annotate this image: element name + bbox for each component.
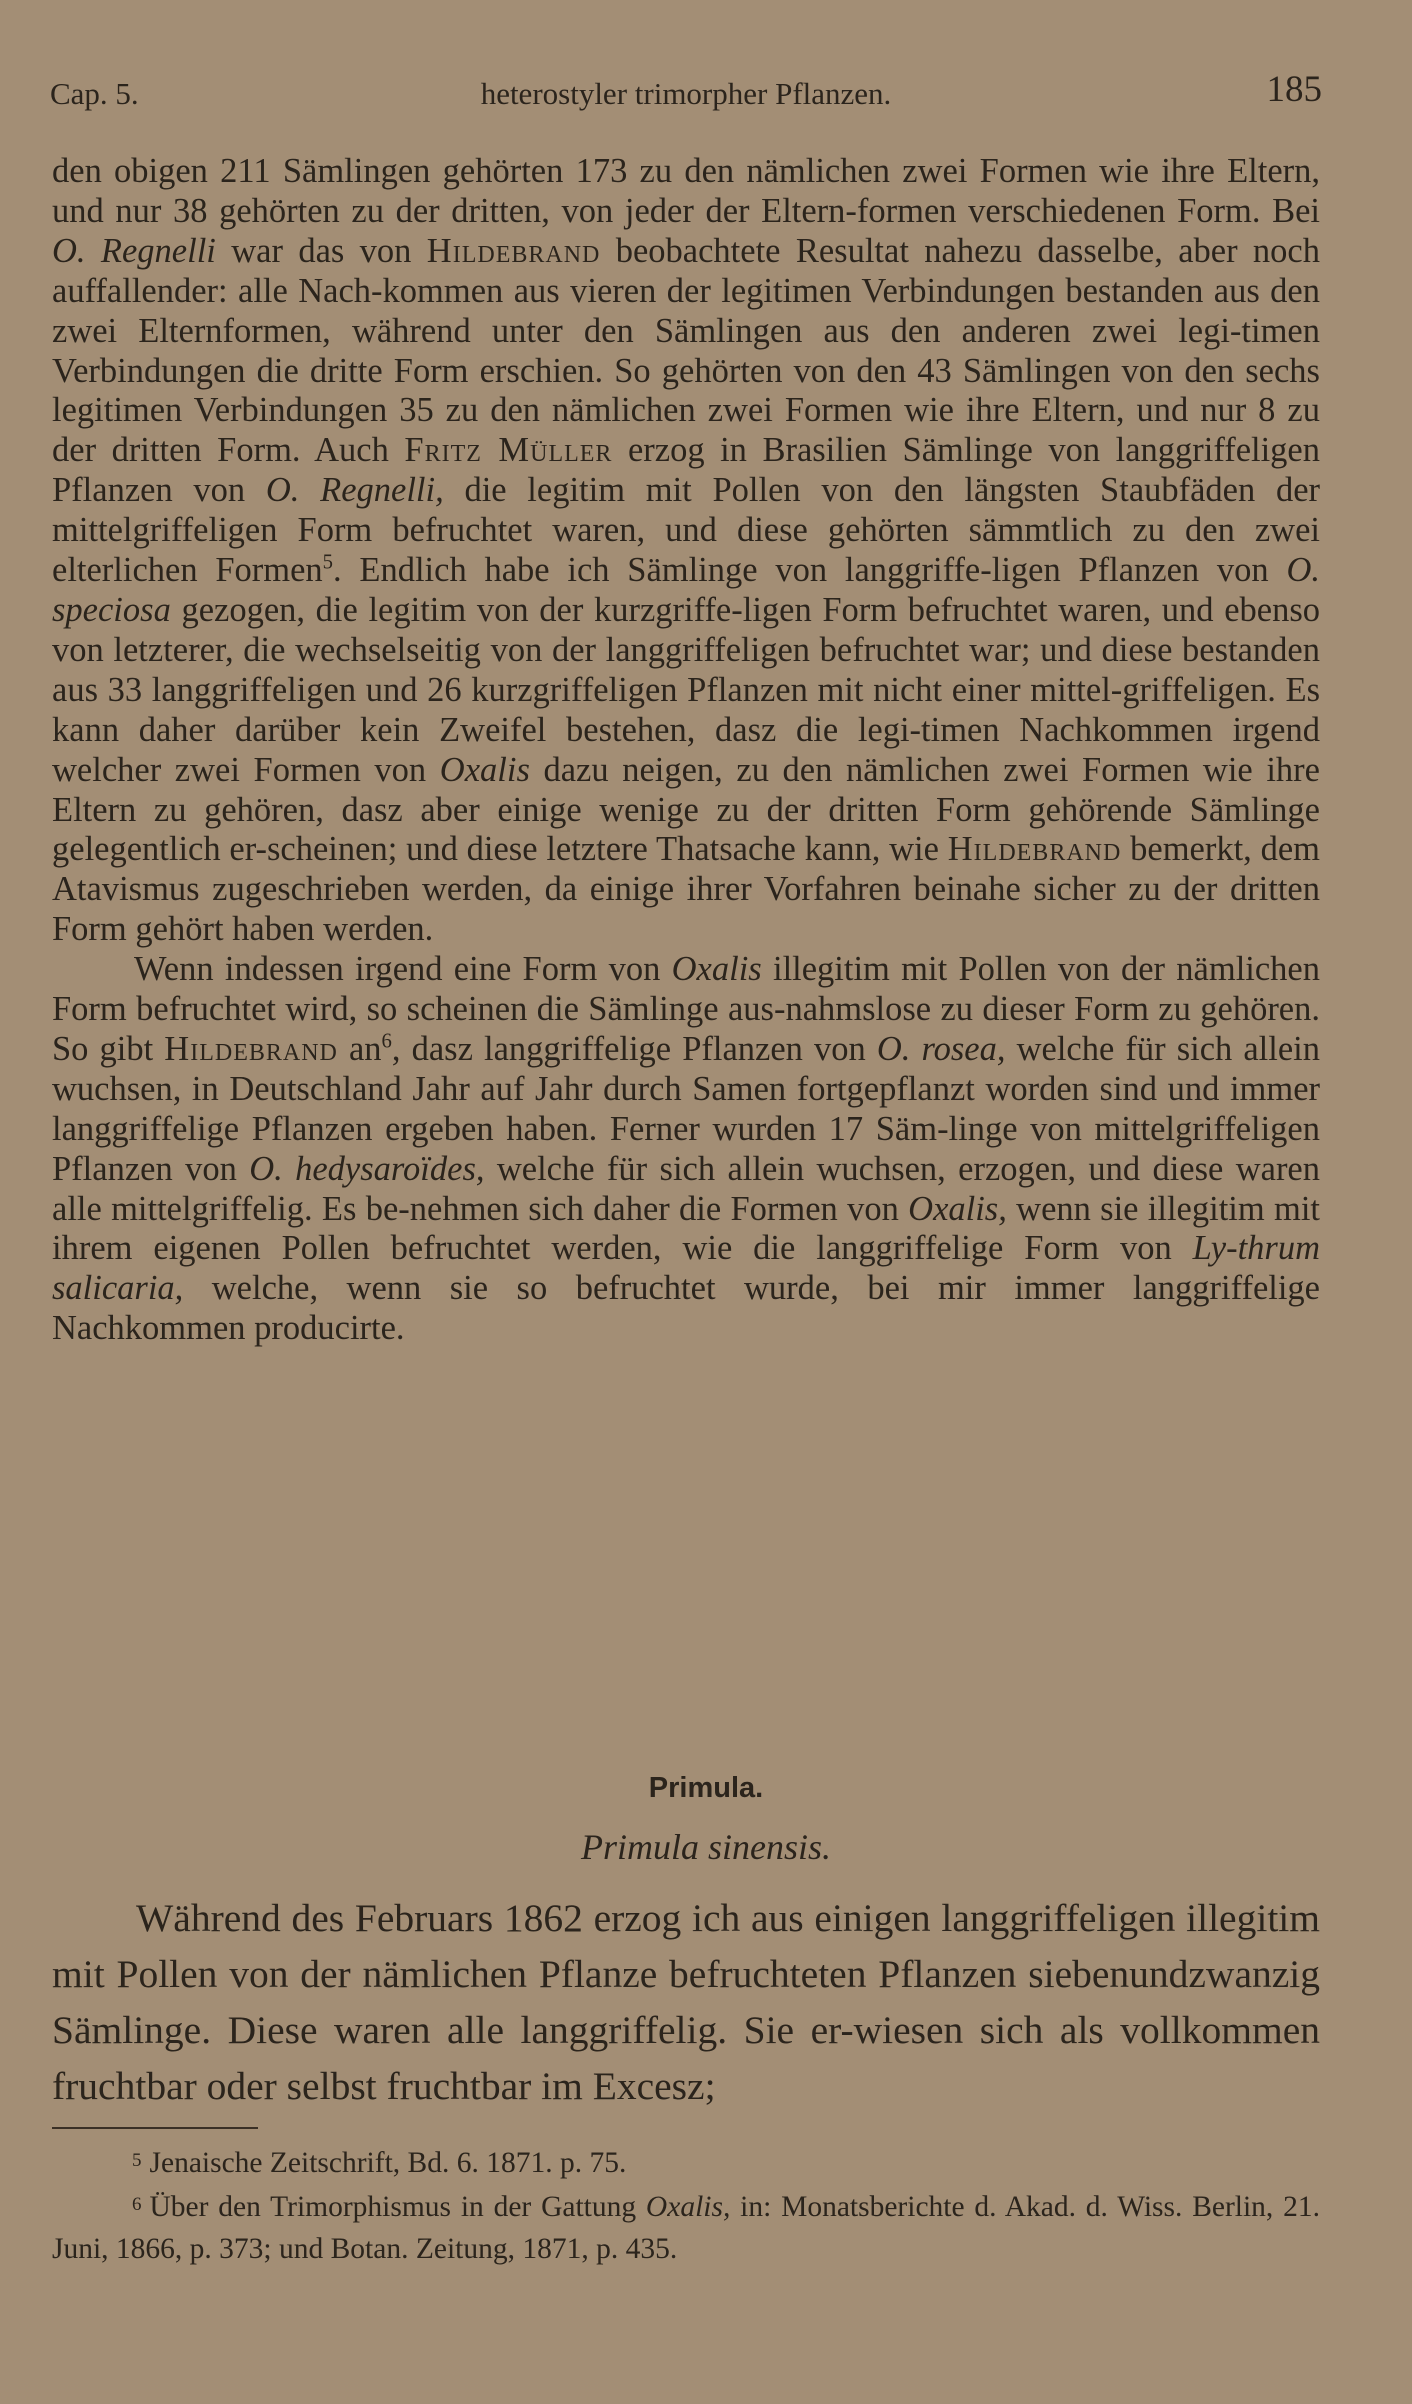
- author-name: Fritz Müller: [404, 431, 613, 470]
- genus-name: Oxalis,: [645, 2191, 731, 2223]
- genus-name: Oxalis,: [908, 1189, 1007, 1228]
- text-run: wenn sie illegitim mit ihrem eigenen Pollen befruchtet werden, wie die langgriffelige Form von: [52, 1189, 1321, 1268]
- text-run: die legitim mit Pollen von den längsten Staubfäden der mittelgriffeligen Form befruchtet waren, und diese gehörten sämmtlich zu den zwei elterlichen Formen: [52, 471, 1321, 590]
- footnote-text: in: Monatsberichte d. Akad. d. Wiss. Berlin, 21. Juni, 1866, p. 373; und Botan. Zeitung, 1871, p. 435.: [52, 2191, 1320, 2265]
- running-title: heterostyler trimorpher Pflanzen.: [480, 76, 892, 111]
- section-title: Primula.: [648, 1772, 764, 1804]
- text-run: . Endlich habe ich Sämlinge von langgriffe-ligen Pflanzen von: [333, 551, 1287, 590]
- footnote-ref: 5: [322, 551, 334, 574]
- footnote-number: 5: [132, 2150, 142, 2171]
- footnote-ref: 6: [381, 1030, 392, 1053]
- species-name: O. rosea,: [876, 1029, 1006, 1068]
- text-run: illegitim mit Pollen von der nämlichen Form befruchtet wird, so scheinen die Sämlinge aus-nahmslose zu dieser Form zu gehören. So gibt: [52, 950, 1320, 1068]
- author-name: Hildebrand: [947, 830, 1122, 869]
- text-run: Wenn indessen irgend eine Form von: [134, 950, 672, 989]
- genus-name: Oxalis: [439, 750, 530, 789]
- text-run: war das von: [215, 231, 427, 270]
- footnote-5: [52, 2140, 1320, 2184]
- footnote-text: Über den Trimorphismus in der Gattung: [149, 2191, 646, 2223]
- text-run: den obigen 211 Sämlingen gehörten 173 zu den nämlichen zwei Formen wie ihre Eltern, und nur 38 gehörten zu der dritten, von jeder der Eltern-formen verschiedenen Form. Bei: [52, 152, 1320, 230]
- text-run: welche für sich allein wuchsen, in Deutschland Jahr auf Jahr durch Samen fortgepflanzt worden sind und immer langgriffelige Pflanzen ergeben haben. Ferner wurden 17 Säm-linge von mittelgriffeligen Pflanzen von: [52, 1029, 1320, 1188]
- chapter-label: Cap. 5.: [50, 76, 139, 111]
- footnote-rule: [52, 2127, 258, 2129]
- text-run: bemerkt, dem Atavismus zugeschrieben werden, da einige ihrer Vorfahren beinahe sicher zu der dritten Form gehört haben werden.: [52, 830, 1320, 949]
- author-name: Hildebrand: [426, 231, 601, 270]
- text-run: beobachtete Resultat nahezu dasselbe, aber noch auffallender: alle Nach-kommen aus vieren der legitimen Verbindungen bestanden aus den zwei Elternformen, während unter den Sämlingen aus den anderen zwei legi-timen Verbindungen die dritte Form erschien. So gehörten von den 43 Sämlingen von den sechs legitimen Verbindungen 35 zu den nämlichen zwei Formen wie ihre Eltern, und nur 8 zu der dritten Form. Auch: [52, 231, 1320, 470]
- species-name: O. Regnelli: [52, 231, 216, 270]
- text-run: welche, wenn sie so befruchtet wurde, bei mir immer langgriffelige Nachkommen producirte.: [52, 1269, 1320, 1348]
- species-name: O. hedysaroïdes,: [249, 1149, 485, 1188]
- subsection-title: Primula sinensis.: [580, 1827, 831, 1867]
- text-run: erzog in Brasilien Sämlinge von langgriffeligen Pflanzen von: [52, 431, 1320, 510]
- text-run: dazu neigen, zu den nämlichen zwei Formen wie ihre Eltern zu gehören, dasz aber einige wenige zu der dritten Form gehörende Sämlinge gelegentlich er-scheinen; und diese letztere Thatsache kann, wie: [52, 750, 1320, 869]
- main-text: [52, 152, 1320, 1349]
- text-run: welche für sich allein wuchsen, erzogen, und diese waren alle mittelgriffelig. Es be-nehmen sich daher die Formen von: [52, 1149, 1320, 1228]
- text-run: an: [337, 1029, 382, 1068]
- species-name: Ly-thrum salicaria,: [52, 1229, 1320, 1308]
- running-header: [50, 68, 1322, 118]
- author-name: Hildebrand: [164, 1029, 338, 1068]
- paragraph-oxalis-legitimate: [52, 152, 1320, 950]
- paragraph-oxalis-illegitimate: [52, 950, 1320, 1349]
- genus-name: Oxalis: [671, 950, 762, 989]
- footnote-number: 6: [132, 2194, 142, 2215]
- paragraph-primula: Während des Februars 1862 erzog ich aus einigen langgriffeligen illegitim mit Pollen von der nämlichen Pflanze befruchteten Pflanzen siebenundzwanzig Sämlinge. Diese waren alle langgriffelig. Sie er-wiesen sich als vollkommen fruchtbar oder selbst fruchtbar im Excesz;: [52, 1896, 1320, 2108]
- footnotes: [52, 2140, 1320, 2270]
- footnote-text: Jenaische Zeitschrift, Bd. 6. 1871. p. 75.: [149, 2147, 627, 2179]
- text-run: , dasz langgriffelige Pflanzen von: [391, 1029, 877, 1068]
- primula-text: [52, 1890, 1320, 2114]
- footnote-6: [52, 2184, 1320, 2270]
- text-run: gezogen, die legitim von der kurzgriffe-ligen Form befruchtet waren, und ebenso von letzterer, die wechselseitig von der langgriffeligen befruchtet war; und diese bestanden aus 33 langgriffeligen und 26 kurzgriffeligen Pflanzen mit nicht einer mittel-griffeligen. Es kann daher darüber kein Zweifel bestehen, dasz die legi-timen Nachkommen irgend welcher zwei Formen von: [52, 590, 1320, 789]
- species-name: O. Regnelli,: [265, 471, 444, 510]
- page-number: 185: [1266, 69, 1322, 110]
- species-name: O. speciosa: [52, 551, 1320, 629]
